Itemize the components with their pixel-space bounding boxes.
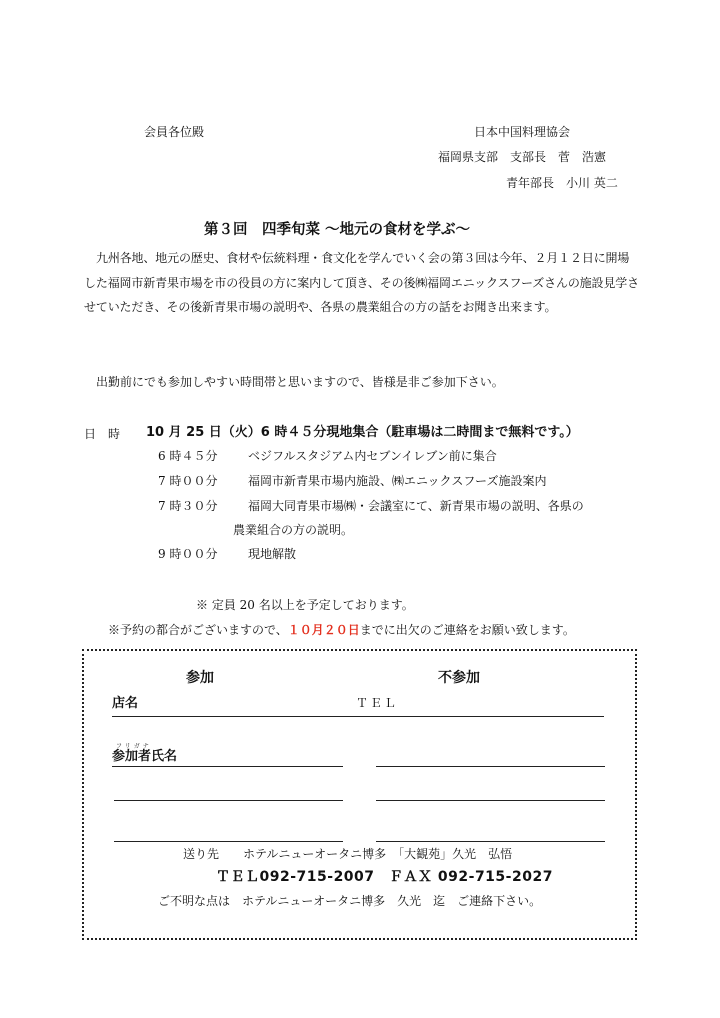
branch-chief-line: 福岡県支部 支部長 菅 浩憲: [438, 150, 607, 164]
send-to: 送り先 ホテルニューオータニ博多 「大観苑」久光 弘悟: [183, 847, 513, 861]
youth-chief-line: 青年部長 小川 英二: [506, 176, 618, 190]
participant-name-label: 参加者氏名: [112, 749, 178, 764]
name-line-right: [376, 841, 605, 842]
document-title: 第３回 四季旬菜 〜地元の食材を学ぶ〜: [204, 222, 471, 238]
schedule-time: 7 時３０分: [158, 499, 218, 513]
deadline-suffix: までに出欠のご連絡をお願い致します。: [359, 623, 575, 637]
schedule-desc: 福岡大同青果市場㈱・会議室にて、新青果市場の説明、各県の: [248, 499, 584, 513]
schedule-desc: ベジフルスタジアム内セブンイレブン前に集合: [248, 449, 497, 463]
schedule-desc-continuation: 農業組合の方の説明。: [233, 523, 354, 537]
store-name-label: 店名: [112, 696, 139, 711]
attend-option: 参加: [186, 670, 214, 686]
capacity-note: ※ 定員 20 名以上を予定しております。: [196, 598, 414, 612]
deadline-note: [108, 623, 575, 637]
store-name-line: [112, 716, 604, 717]
furigana-label: フリガナ: [116, 743, 152, 750]
contact-numbers: ＴＥＬ092-715-2007 ＦＡＸ 092-715-2027: [216, 869, 553, 885]
schedule-time: 6 時４５分: [158, 449, 218, 463]
recipient: 会員各位殿: [144, 125, 205, 139]
name-line-left: [112, 766, 343, 767]
tel-label: ＴＥＬ: [356, 696, 399, 710]
schedule-time: 9 時００分: [158, 547, 218, 561]
schedule-main: 10 月 25 日（火）6 時４５分現地集合（駐車場は二時間まで無料です。）: [146, 425, 579, 440]
invitation-paragraph: 出勤前にでも参加しやすい時間帯と思いますので、皆様是非ご参加下さい。: [96, 375, 504, 389]
deadline-date: １０月２０日: [287, 623, 360, 637]
schedule-desc: 現地解散: [248, 547, 297, 561]
deadline-prefix: ※予約の都合がございますので、: [108, 623, 288, 637]
schedule-label: 日 時: [84, 427, 121, 441]
schedule-time: 7 時００分: [158, 474, 218, 488]
intro-paragraph: 九州各地、地元の歴史、食材や伝統料理・食文化を学んでいく会の第３回は今年、２月１２日に開場した福岡市新青果市場を市の役員の方に案内して頂き、その後㈱福岡エニックスフーズさんの施設見学させていただき、その後新青果市場の説明や、各県の農業組合の方の話をお聞き出来ます。: [84, 251, 639, 314]
not-attend-option: 不参加: [438, 670, 480, 686]
name-line-left: [114, 841, 343, 842]
schedule-desc: 福岡市新青果市場内施設、㈱エニックスフーズ施設案内: [248, 474, 547, 488]
name-line-left: [114, 800, 343, 801]
organization-name: 日本中国料理協会: [474, 125, 571, 139]
name-line-right: [376, 800, 605, 801]
name-line-right: [376, 766, 605, 767]
inquiry-note: ご不明な点は ホテルニューオータニ博多 久光 迄 ご連絡下さい。: [158, 894, 542, 908]
